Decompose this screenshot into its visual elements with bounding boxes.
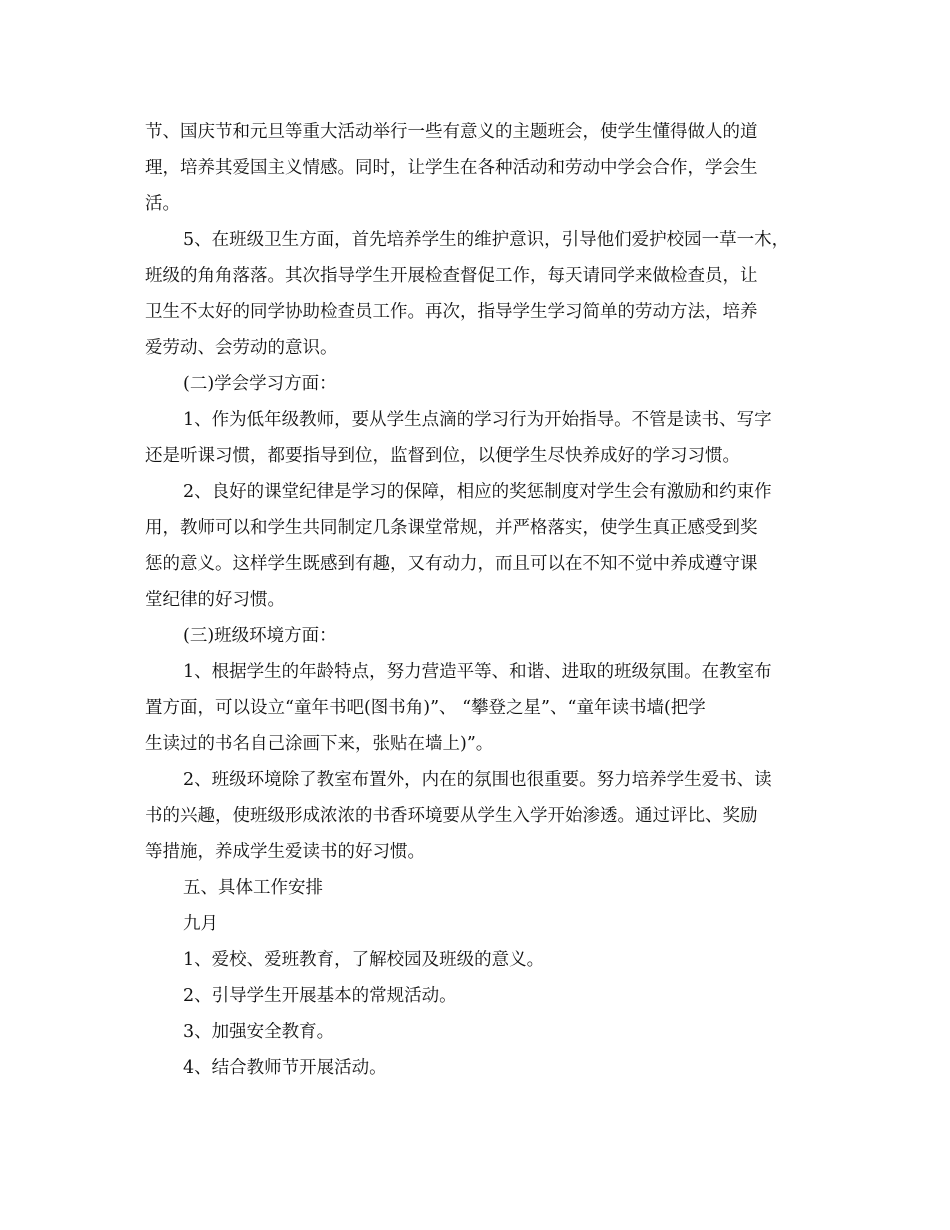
text-line: 置方面，可以设立“童年书吧(图书角)”、 “攀登之星”、“童年读书墙(把学 (145, 698, 706, 718)
text-line: 班级的角角落落。其次指导学生开展检查督促工作，每天请同学来做检查员，让 (145, 266, 758, 286)
text-line: 五、具体工作安排 (183, 878, 323, 898)
text-line: 用，教师可以和学生共同制定几条课堂常规，并严格落实，使学生真正感受到奖 (145, 518, 758, 538)
text-line: 3、加强安全教育。 (183, 1022, 335, 1042)
text-line: 5、在班级卫生方面，首先培养学生的维护意识，引导他们爱护校园一草一木， (183, 230, 790, 250)
text-line: 4、结合教师节开展活动。 (183, 1058, 387, 1078)
text-line: 1、作为低年级教师，要从学生点滴的学习行为开始指导。不管是读书、写字 (183, 410, 772, 430)
text-line: 节、国庆节和元旦等重大活动举行一些有意义的主题班会，使学生懂得做人的道 (145, 122, 758, 142)
text-line: 理，培养其爱国主义情感。同时，让学生在各种活动和劳动中学会合作，学会生 (145, 158, 758, 178)
text-line: 爱劳动、会劳动的意识。 (145, 338, 338, 358)
text-line: 2、班级环境除了教室布置外，内在的氛围也很重要。努力培养学生爱书、读 (183, 770, 772, 790)
text-line: 书的兴趣，使班级形成浓浓的书香环境要从学生入学开始渗透。通过评比、奖励 (145, 806, 758, 826)
text-line: 2、引导学生开展基本的常规活动。 (183, 986, 457, 1006)
text-line: 堂纪律的好习惯。 (145, 590, 285, 610)
text-line: 卫生不太好的同学协助检查员工作。再次，指导学生学习简单的劳动方法，培养 (145, 302, 758, 322)
text-line: 等措施，养成学生爱读书的好习惯。 (145, 842, 425, 862)
text-line: 2、良好的课堂纪律是学习的保障，相应的奖惩制度对学生会有激励和约束作 (183, 482, 772, 502)
text-line: 惩的意义。这样学生既感到有趣，又有动力，而且可以在不知不觉中养成遵守课 (145, 554, 758, 574)
text-line: 活。 (145, 194, 180, 214)
text-line: 还是听课习惯，都要指导到位，监督到位，以便学生尽快养成好的学习习惯。 (145, 446, 740, 466)
text-line: 生读过的书名自己涂画下来，张贴在墙上)”。 (145, 734, 494, 754)
text-line: 1、根据学生的年龄特点，努力营造平等、和谐、进取的班级氛围。在教室布 (183, 662, 772, 682)
document-body (145, 114, 805, 1086)
text-line: (二)学会学习方面： (183, 374, 337, 394)
text-line: (三)班级环境方面： (183, 626, 337, 646)
text-line: 九月 (183, 914, 218, 934)
text-line: 1、爱校、爱班教育，了解校园及班级的意义。 (183, 950, 545, 970)
